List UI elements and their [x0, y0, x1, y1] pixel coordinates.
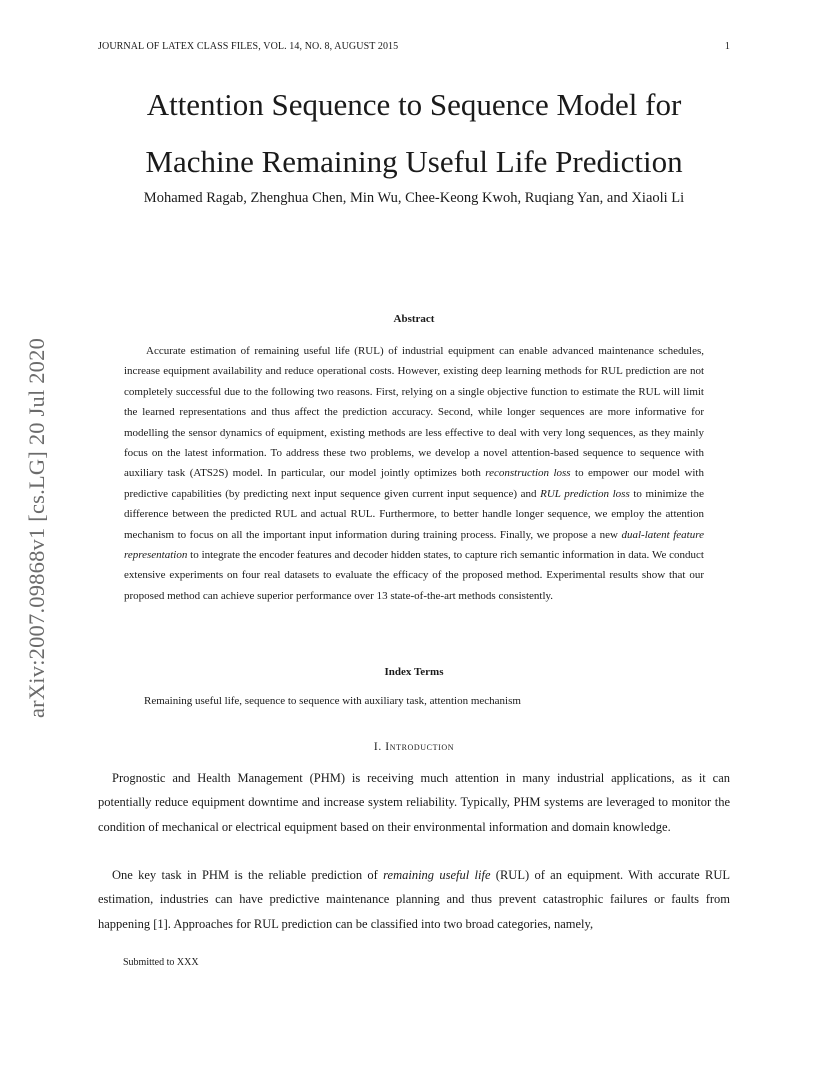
running-header — [98, 41, 730, 52]
author-list: Mohamed Ragab, Zhenghua Chen, Min Wu, Chee-Keong Kwoh, Ruqiang Yan, and Xiaoli Li — [143, 190, 685, 206]
body-paragraph: Prognostic and Health Management (PHM) is receiving much attention in many industrial applications, as it can potentially reduce equipment downtime and increase system reliability. Typically, PHM systems are leveraged to monitor the condition of mechanical or electrical equipment based on their environmental information and domain knowledge. — [98, 771, 730, 834]
abstract-heading: Abstract — [393, 313, 435, 325]
paragraph-emphasis: remaining useful life — [383, 868, 491, 882]
section-title: Introduction — [385, 741, 455, 753]
arxiv-stamp — [22, 296, 52, 760]
abstract-segment: to empower our model with predictive capabilities (by predicting next input sequence given current input sequence) and — [124, 467, 704, 500]
section-number: I. — [373, 741, 382, 753]
abstract-segment: to integrate the encoder features and decoder hidden states, to capture rich semantic information in data. We conduct extensive experiments on four real datasets to evaluate the efficacy of the proposed method. Experimental results show that our proposed method can achieve superior performance over 13 state-of-the-art methods consistently. — [124, 549, 704, 602]
journal-name: JOURNAL OF LATEX CLASS FILES, VOL. 14, NO. 8, AUGUST 2015 — [98, 41, 399, 52]
paper-title: Attention Sequence to Sequence Model for Machine Remaining Useful Life Prediction — [145, 87, 683, 179]
abstract-segment: to minimize the difference between the predicted RUL and actual RUL. Furthermore, to better handle longer sequence, we employ the attention mechanism to focus on all the important input information during training process. Finally, we propose a new — [124, 487, 704, 541]
abstract-emphasis: RUL prediction loss — [540, 487, 630, 500]
abstract-segment: Accurate estimation of remaining useful life (RUL) of industrial equipment can enable advanced maintenance schedules, increase equipment availability and reduce operational costs. However, existing deep learning methods for RUL prediction are not completely successful due to the following two reasons. First, relying on a single objective function to estimate the RUL will limit the learned representations and thus affect the prediction accuracy. Second, while longer sequences are more informative for modelling the sensor dynamics of equipment, existing methods are less effective to deal with very long sequences, as they mainly focus on the latest information. To address these two problems, we develop a novel attention-based sequence to sequence with auxiliary task (ATS2S) model. In particular, our model jointly optimizes both — [124, 345, 704, 480]
paragraph-segment: (RUL) of an equipment. With accurate RUL estimation, industries can have predictive maintenance planning and thus prevent catastrophic failures or faults from happening [1]. Approaches for RUL prediction can be classified into two broad categories, namely, — [98, 868, 731, 931]
section-heading-introduction — [98, 741, 730, 753]
arxiv-id: arXiv:2007.09868v1 [cs.LG] 20 Jul 2020 — [24, 337, 49, 719]
index-terms-text: Remaining useful life, sequence to sequence with auxiliary task, attention mechanism — [144, 695, 521, 707]
body-paragraph — [98, 863, 730, 936]
footnote: Submitted to XXX — [123, 957, 199, 968]
abstract-emphasis: reconstruction loss — [485, 467, 571, 480]
index-terms-heading: Index Terms — [384, 666, 444, 678]
paragraph-segment: One key task in PHM is the reliable prediction of — [112, 868, 384, 882]
abstract-text — [124, 341, 704, 606]
abstract-emphasis: dual-latent feature representation — [124, 528, 704, 562]
page-number: 1 — [724, 41, 730, 52]
